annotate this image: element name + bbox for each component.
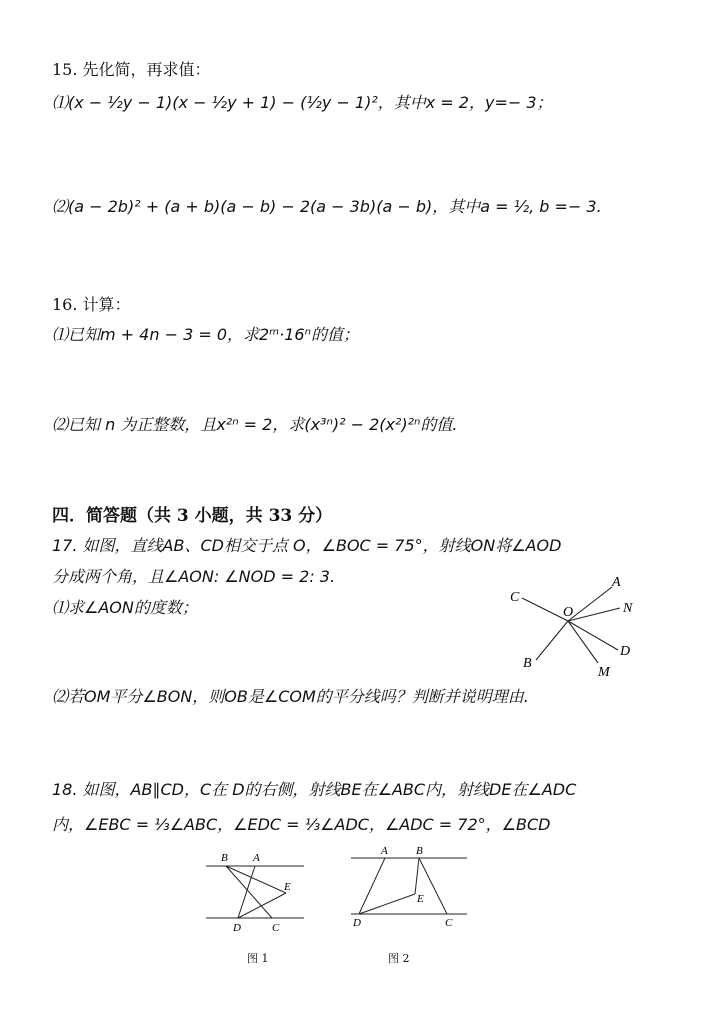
q17-part1: ⑴求∠AON的度数； [52, 598, 198, 617]
q16-part2: ⑵已知 n 为正整数，且x²ⁿ = 2，求(x³ⁿ)² − 2(x²)²ⁿ的值. [52, 415, 458, 434]
fig1-caption: 图 1 [247, 952, 269, 965]
q17-line1: 17. 如图，直线AB、CD相交于点 O，∠BOC = 75°，射线ON将∠AOD [52, 536, 562, 555]
q17-label-o: O [563, 605, 574, 620]
fig2-label-b: B [416, 845, 423, 857]
section-heading: 四．简答题（共 3 小题，共 33 分） [52, 506, 333, 526]
q18-figure-2 [345, 842, 475, 934]
q17-figure [500, 570, 650, 682]
q18-figure-1 [200, 848, 310, 938]
fig2-label-e: E [417, 893, 424, 905]
q17-part2: ⑵若OM平分∠BON，则OB是∠COM的平分线吗？判断并说明理由. [52, 687, 529, 706]
q17-label-b: B [523, 656, 532, 671]
q15-part1: ⑴(x − ½y − 1)(x − ½y + 1) − (½y − 1)²，其中x = 2，y=− 3； [52, 93, 553, 112]
fig2-label-c: C [445, 917, 453, 929]
q17-label-n: N [623, 601, 633, 616]
fig1-label-a: A [253, 852, 260, 864]
q17-line2: 分成两个角，且∠AON: ∠NOD = 2: 3. [52, 567, 336, 586]
q17-label-m: M [598, 665, 610, 680]
fig2-caption: 图 2 [388, 952, 410, 965]
q18-line2: 内，∠EBC = ⅓∠ABC，∠EDC = ⅓∠ADC，∠ADC = 72°，∠BCD [52, 815, 551, 834]
fig1-label-c: C [272, 922, 280, 934]
q17-label-d: D [620, 644, 631, 659]
q17-label-c: C [510, 590, 520, 605]
q18-line1: 18. 如图，AB∥CD，C在 D的右侧，射线BE在∠ABC内，射线DE在∠ADC [52, 780, 577, 799]
q15-title: 15. 先化简，再求值： [52, 60, 211, 79]
fig2-label-d: D [353, 917, 361, 929]
fig1-label-b: B [221, 852, 228, 864]
q16-part1: ⑴已知m + 4n − 3 = 0，求2ᵐ·16ⁿ的值； [52, 325, 359, 344]
fig1-label-e: E [284, 881, 291, 893]
fig2-label-a: A [381, 845, 388, 857]
q17-label-a: A [612, 575, 621, 590]
q15-part2: ⑵(a − 2b)² + (a + b)(a − b) − 2(a − 3b)(a − b)，其中a = ½, b =− 3. [52, 197, 602, 216]
q16-title: 16. 计算： [52, 295, 131, 314]
fig1-label-d: D [233, 922, 241, 934]
